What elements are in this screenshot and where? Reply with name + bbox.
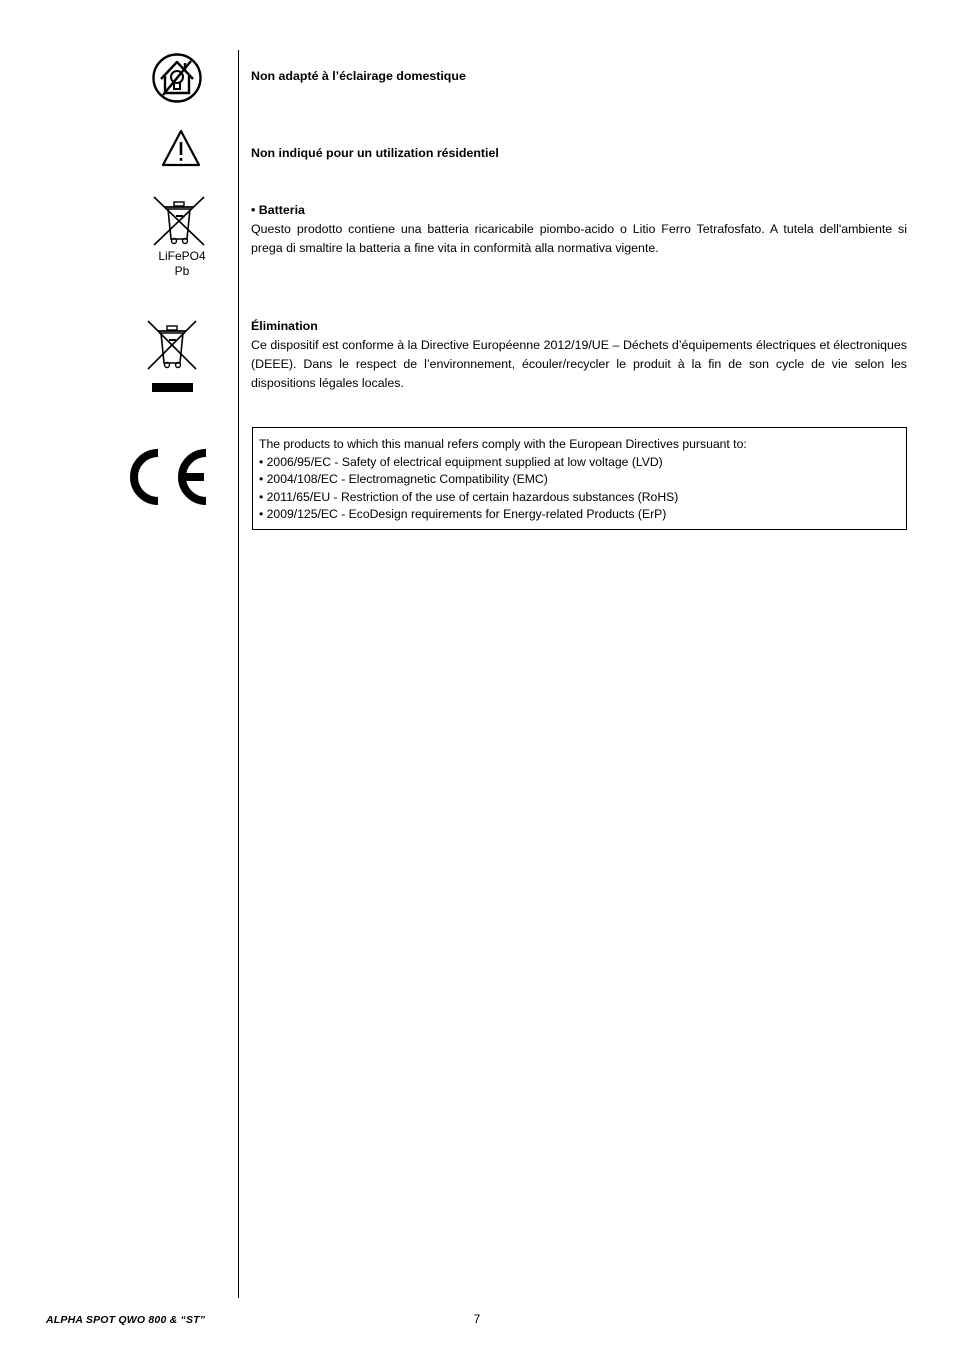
section-domestic-heading: Non adapté à l’éclairage domestique	[251, 69, 466, 83]
battery-icon-label-pb: Pb	[174, 264, 190, 278]
compliance-item: • 2004/108/EC - Electromagnetic Compatibility (EMC)	[259, 472, 548, 487]
compliance-item: • 2006/95/EC - Safety of electrical equipment supplied at low voltage (LVD)	[259, 454, 663, 469]
section-disposal-heading: Élimination	[251, 319, 318, 333]
compliance-intro: The products to which this manual refers comply with the European Directives pursuant to:	[259, 437, 747, 451]
warning-triangle-icon	[161, 128, 201, 168]
section-residential	[251, 144, 907, 163]
compliance-item: • 2011/65/EU - Restriction of the use of certain hazardous substances (RoHS)	[259, 489, 679, 504]
ce-mark-icon	[129, 447, 209, 507]
battery-bin-crossed-icon	[152, 195, 206, 247]
section-disposal-text: Ce dispositif est conforme à la Directive Européenne 2012/19/UE – Déchets d’équipements électriques et électroniques (DEEE). Dans le respect de l’environnement, écouler/recycler le produit à la fin de son cycle de vie selon les dispositions légales locales.	[251, 338, 907, 390]
compliance-box	[252, 427, 907, 530]
battery-icon-label-lifepo4: LiFePO4	[158, 249, 206, 263]
section-residential-heading: Non indiqué pour un utilization résidentiel	[251, 146, 499, 160]
footer-product-name: ALPHA SPOT QWO 800 & “ST”	[46, 1314, 206, 1326]
section-battery-heading: • Batteria	[251, 203, 305, 217]
section-disposal	[251, 317, 907, 393]
section-battery-text: Questo prodotto contiene una batteria ricaricabile piombo-acido o Litio Ferro Tetrafosfato. A tutela dell'ambiente si prega di smaltire la batteria a fine vita in conformità alla normativa vigente.	[251, 222, 907, 255]
section-domestic	[251, 67, 907, 86]
page-number: 7	[473, 1312, 481, 1326]
weee-bin-crossed-icon	[146, 319, 198, 394]
no-domestic-lighting-icon	[151, 53, 203, 103]
compliance-item: • 2009/125/EC - EcoDesign requirements for Energy-related Products (ErP)	[259, 507, 667, 522]
section-battery	[251, 201, 907, 258]
column-divider	[238, 50, 239, 1298]
